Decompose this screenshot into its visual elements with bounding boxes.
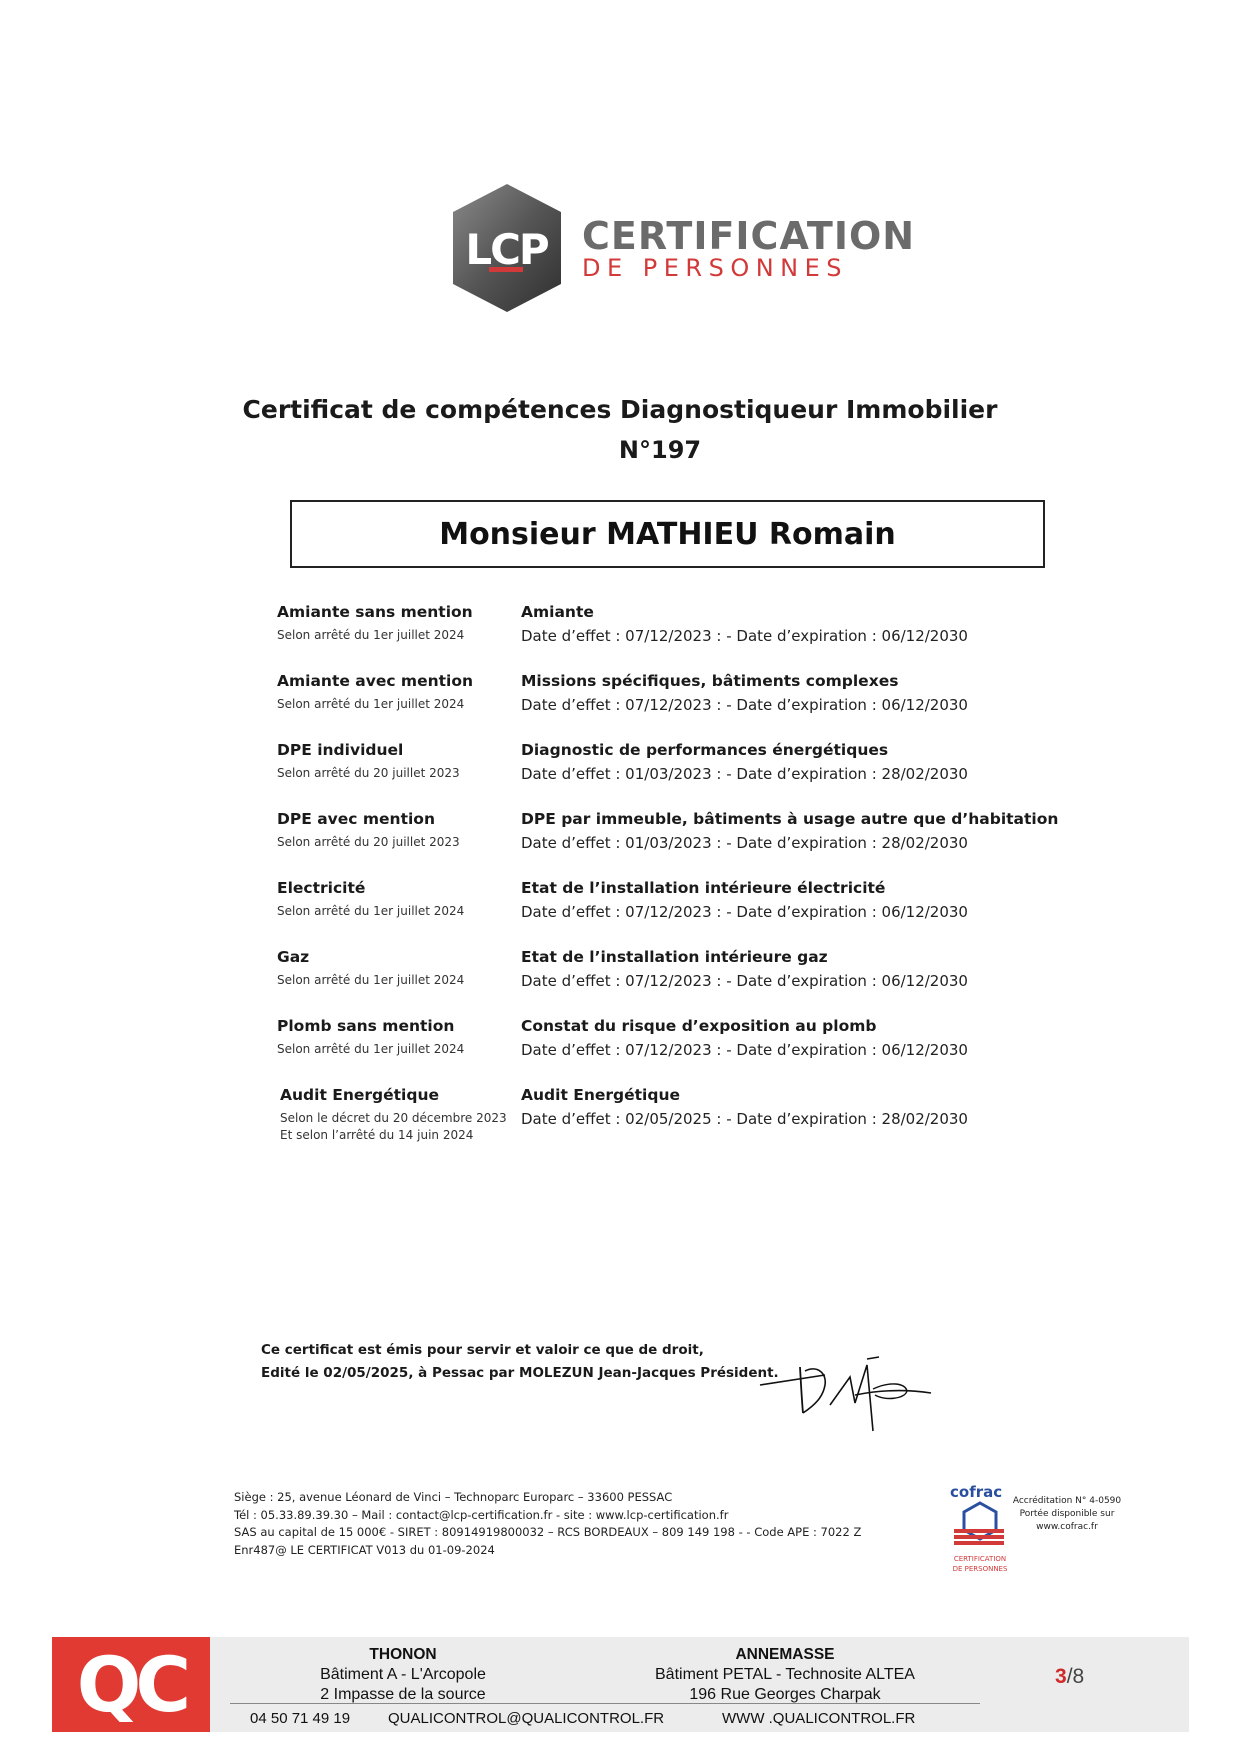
cofrac-brand: cofrac <box>950 1483 1003 1501</box>
certificate-title: Certificat de compétences Diagnostiqueur Immobilier <box>242 395 998 424</box>
certification-scope: Amiante <box>521 603 594 621</box>
legal-version: Enr487@ LE CERTIFICAT V013 du 01-09-2024 <box>234 1543 495 1557</box>
issued-by: Edité le 02/05/2025, à Pessac par MOLEZUN Jean-Jacques Président. <box>261 1365 779 1381</box>
certification-row <box>277 1086 1037 1146</box>
certification-dates: Date d’effet : 07/12/2023 : - Date d’expiration : 06/12/2030 <box>521 972 968 990</box>
certification-domain: DPE individuel <box>277 741 404 759</box>
holder-name: Monsieur MATHIEU Romain <box>439 516 896 552</box>
logo-word-certification: CERTIFICATION <box>582 214 916 258</box>
certification-regulation: Selon arrêté du 1er juillet 2024 <box>277 628 465 642</box>
thonon-line2: 2 Impasse de la source <box>320 1686 486 1703</box>
cofrac-sub2: DE PERSONNES <box>952 1565 1008 1573</box>
footer-phone: 04 50 71 49 19 <box>250 1710 351 1727</box>
annemasse-line1: Bâtiment PETAL - Technosite ALTEA <box>655 1666 915 1683</box>
certification-scope: DPE par immeuble, bâtiments à usage autre que d’habitation <box>521 810 1059 828</box>
certification-domain: DPE avec mention <box>277 810 435 828</box>
legal-registration: SAS au capital de 15 000€ - SIRET : 80914919800032 – RCS BORDEAUX – 809 149 198 - - Code APE : 7022 Z <box>234 1525 862 1539</box>
logo-word-de-personnes: DE PERSONNES <box>582 254 849 282</box>
certification-scope: Etat de l’installation intérieure électricité <box>521 879 886 897</box>
certification-dates: Date d’effet : 02/05/2025 : - Date d’expiration : 28/02/2030 <box>521 1110 968 1128</box>
cofrac-logo <box>950 1483 1010 1583</box>
thonon-city: THONON <box>369 1646 437 1663</box>
annemasse-address <box>625 1645 945 1705</box>
certification-scope: Audit Energétique <box>521 1086 680 1104</box>
certification-scope: Etat de l’installation intérieure gaz <box>521 948 828 966</box>
certification-row <box>277 672 1037 732</box>
certification-scope: Missions spécifiques, bâtiments complexes <box>521 672 899 690</box>
holder-name-box <box>290 500 1045 568</box>
certification-row <box>277 741 1037 801</box>
certification-domain: Electricité <box>277 879 366 897</box>
certificate-number: N°197 <box>618 436 702 464</box>
qualicontrol-logo <box>52 1637 210 1732</box>
certification-domain: Amiante sans mention <box>277 603 473 621</box>
qc-logo-text: QC <box>76 1639 186 1729</box>
footer-email: QUALICONTROL@QUALICONTROL.FR <box>388 1710 665 1727</box>
certification-scope: Diagnostic de performances énergétiques <box>521 741 889 759</box>
legal-address: Siège : 25, avenue Léonard de Vinci – Technoparc Europarc – 33600 PESSAC <box>234 1490 673 1504</box>
certification-dates: Date d’effet : 07/12/2023 : - Date d’expiration : 06/12/2030 <box>521 903 968 921</box>
certification-row <box>277 948 1037 1008</box>
certification-domain: Audit Energétique <box>280 1086 439 1104</box>
certification-dates: Date d’effet : 07/12/2023 : - Date d’expiration : 06/12/2030 <box>521 1041 968 1059</box>
footer-website: WWW .QUALICONTROL.FR <box>722 1710 916 1727</box>
certification-dates: Date d’effet : 07/12/2023 : - Date d’expiration : 06/12/2030 <box>521 627 968 645</box>
certification-regulation: Selon arrêté du 20 juillet 2023 <box>277 835 460 849</box>
thonon-address <box>283 1645 523 1705</box>
annemasse-line2: 196 Rue Georges Charpak <box>689 1686 881 1703</box>
certification-regulation: Selon arrêté du 1er juillet 2024 <box>277 973 465 987</box>
page-total: /8 <box>1066 1665 1085 1688</box>
accreditation-number: Accréditation N° 4-0590 <box>1012 1496 1122 1506</box>
certification-regulation: Selon arrêté du 20 juillet 2023 <box>277 766 460 780</box>
certification-regulation: Selon le décret du 20 décembre 2023 <box>280 1111 507 1125</box>
annemasse-city: ANNEMASSE <box>735 1646 835 1663</box>
certification-row <box>277 879 1037 939</box>
page-current: 3 <box>1055 1665 1067 1688</box>
certification-dates: Date d’effet : 01/03/2023 : - Date d’expiration : 28/02/2030 <box>521 834 968 852</box>
certification-row <box>277 1017 1037 1077</box>
certification-row <box>277 810 1059 870</box>
cofrac-accreditation <box>1012 1495 1122 1534</box>
accreditation-scope: Portée disponible sur <box>1019 1509 1115 1519</box>
certification-domain: Amiante avec mention <box>277 672 474 690</box>
signature-image <box>755 1355 940 1435</box>
page-number <box>1055 1665 1084 1689</box>
certification-regulation: Selon arrêté du 1er juillet 2024 <box>277 1042 465 1056</box>
certification-dates: Date d’effet : 01/03/2023 : - Date d’expiration : 28/02/2030 <box>521 765 968 783</box>
certification-row <box>277 603 1037 663</box>
closing-statement: Ce certificat est émis pour servir et valoir ce que de droit, <box>261 1342 704 1358</box>
certification-regulation-2: Et selon l’arrêté du 14 juin 2024 <box>280 1128 474 1142</box>
certification-regulation: Selon arrêté du 1er juillet 2024 <box>277 697 465 711</box>
lcp-logo-text: LCP <box>465 225 548 274</box>
accreditation-website: www.cofrac.fr <box>1036 1522 1098 1532</box>
cofrac-sub1: CERTIFICATION <box>953 1555 1007 1563</box>
certification-scope: Constat du risque d’exposition au plomb <box>521 1017 877 1035</box>
thonon-line1: Bâtiment A - L'Arcopole <box>320 1666 486 1683</box>
certification-domain: Gaz <box>277 948 310 966</box>
certification-dates: Date d’effet : 07/12/2023 : - Date d’expiration : 06/12/2030 <box>521 696 968 714</box>
certification-regulation: Selon arrêté du 1er juillet 2024 <box>277 904 465 918</box>
certification-domain: Plomb sans mention <box>277 1017 455 1035</box>
footer-divider <box>230 1703 980 1704</box>
legal-contact: Tél : 05.33.89.39.30 – Mail : contact@lcp-certification.fr - site : www.lcp-certification.fr <box>234 1508 729 1522</box>
